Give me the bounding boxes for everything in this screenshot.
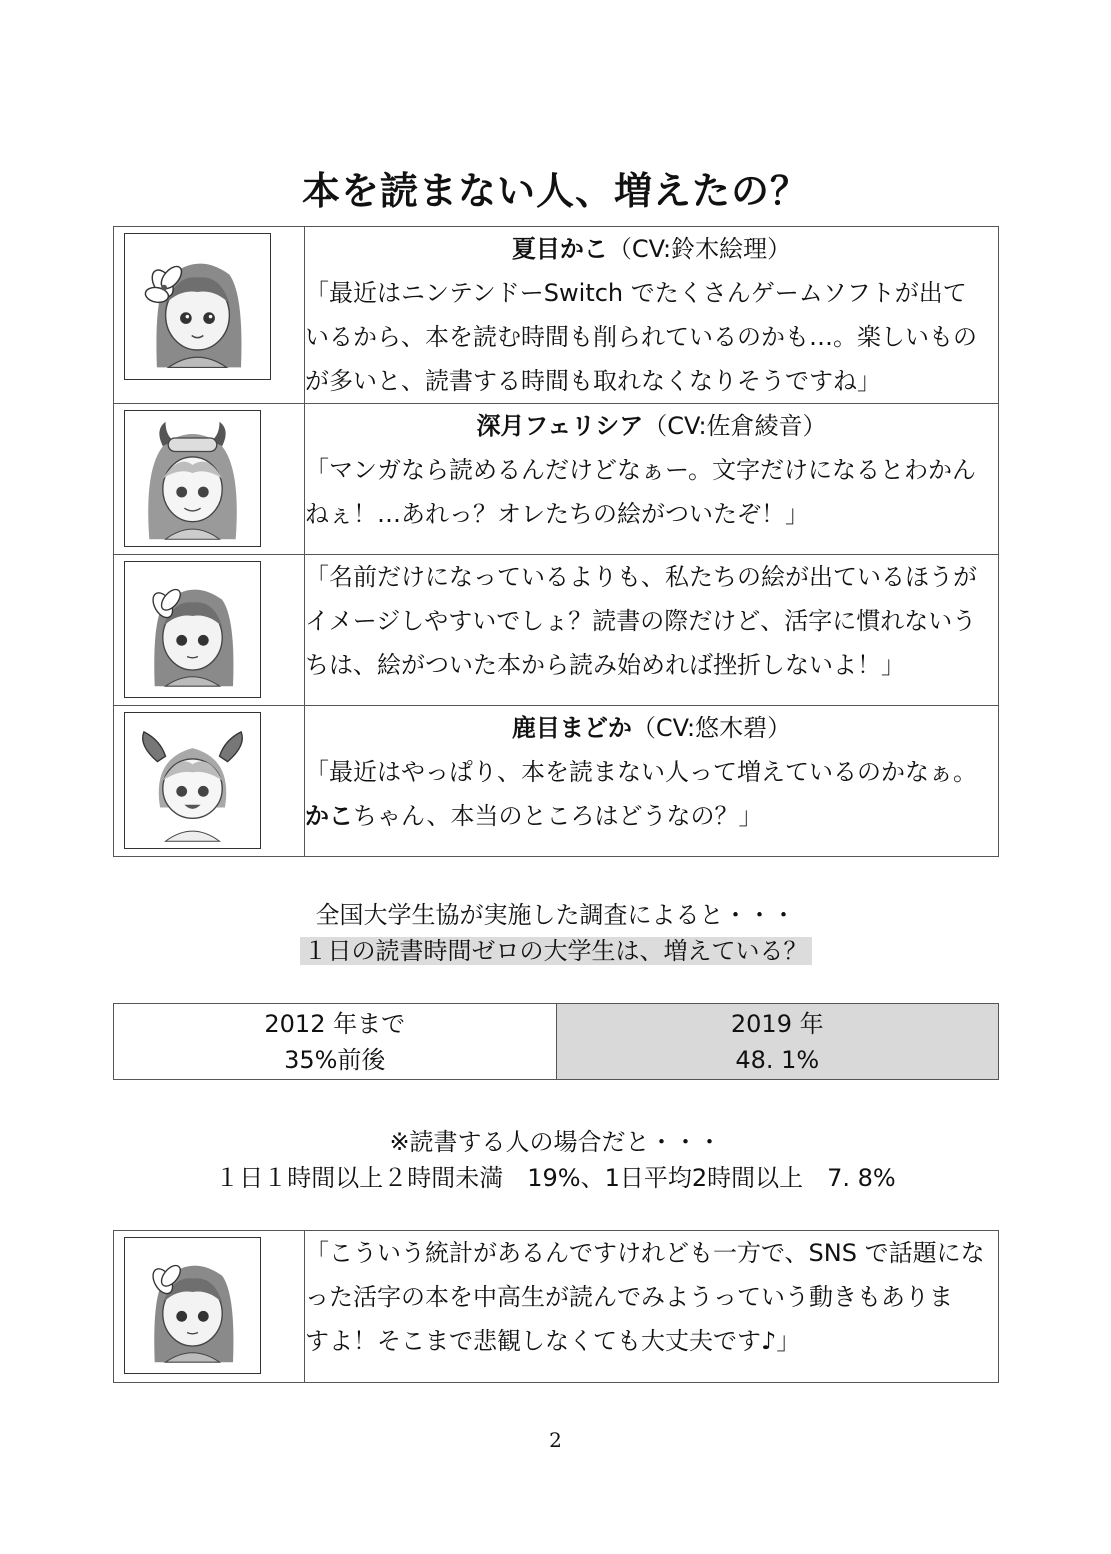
speaker-line <box>305 706 998 750</box>
speech-line: いるから、本を読む時間も削られているのかも…。楽しいもの <box>305 323 977 351</box>
note-line-2: １日１時間以上２時間未満 19%、1日平均2時間以上 7. 8% <box>215 1164 896 1192</box>
stats-value: 48. 1% <box>735 1045 820 1074</box>
portrait-cell <box>114 555 305 706</box>
stats-period: 2012 年まで <box>264 1009 406 1038</box>
speech-line: すよ！そこまで悲観しなくても大丈夫です♪」 <box>305 1327 801 1355</box>
speech-line: ちは、絵がついた本から読み始めれば挫折しないよ！」 <box>305 651 905 679</box>
speech-cell <box>305 227 999 404</box>
kako-portrait-icon <box>124 1237 261 1374</box>
speaker-name: 夏目かこ <box>511 235 608 263</box>
survey-question-wrap <box>0 931 1111 966</box>
speaker-line <box>305 227 998 271</box>
dialog-table-1 <box>113 226 999 857</box>
speaker-cv: （CV:佐倉綾音） <box>643 412 827 440</box>
speech-line: 「最近はニンテンドーSwitch でたくさんゲームソフトが出て <box>305 279 967 307</box>
madoka-portrait-icon <box>124 712 261 849</box>
note-line-1: ※読書する人の場合だと・・・ <box>389 1128 722 1156</box>
portrait-cell <box>114 1231 305 1383</box>
speech-line: が多いと、読書する時間も取れなくなりそうですね」 <box>305 367 881 395</box>
speech-line: った活字の本を中高生が読んでみようっていう動きもありま <box>305 1283 953 1311</box>
dialog-row <box>114 706 999 857</box>
dialog-row <box>114 404 999 555</box>
speech-text: ちゃん、本当のところはどうなの？」 <box>353 802 763 830</box>
dialog-table-2 <box>113 1230 999 1383</box>
speech-line <box>305 794 998 838</box>
speaker-line <box>305 404 998 448</box>
stats-value: 35%前後 <box>284 1045 386 1074</box>
speech-cell <box>305 404 999 555</box>
stats-cell-2012 <box>114 1004 557 1080</box>
speech-line: 「最近はやっぱり、本を読まない人って増えているのかなぁ。 <box>305 758 977 786</box>
page-number: 2 <box>549 1428 562 1452</box>
speech-line: 「マンガなら読めるんだけどなぁー。文字だけになるとわかん <box>305 456 977 484</box>
speaker-cv: （CV:鈴木絵理） <box>607 235 792 263</box>
survey-question: １日の読書時間ゼロの大学生は、増えている？ <box>300 937 812 965</box>
kako-portrait-icon <box>124 561 261 698</box>
portrait-cell <box>114 227 305 404</box>
dialog-row <box>114 1231 999 1383</box>
page-title: 本を読まない人、増えたの？ <box>301 169 809 213</box>
speech-line: 「名前だけになっているよりも、私たちの絵が出ているほうが <box>305 563 977 591</box>
kako-portrait-icon <box>124 233 271 380</box>
speaker-name: 深月フェリシア <box>476 412 644 440</box>
dialog-row <box>114 227 999 404</box>
speech-line: イメージしやすいでしょ？読書の際だけど、活字に慣れないう <box>305 607 977 635</box>
stats-row <box>114 1004 999 1080</box>
portrait-cell <box>114 706 305 857</box>
speaker-name: 鹿目まどか <box>511 714 632 742</box>
survey-intro: 全国大学生協が実施した調査によると・・・ <box>315 901 796 929</box>
speech-cell <box>305 706 999 857</box>
speech-cell <box>305 555 999 706</box>
stats-period: 2019 年 <box>730 1009 824 1038</box>
dialog-row <box>114 555 999 706</box>
speaker-cv: （CV:悠木碧） <box>631 714 792 742</box>
portrait-cell <box>114 404 305 555</box>
speech-cell <box>305 1231 999 1383</box>
stats-cell-2019 <box>556 1004 999 1080</box>
felicia-portrait-icon <box>124 410 261 547</box>
stats-table <box>113 1003 999 1080</box>
speech-line: 「こういう統計があるんですけれども一方で、SNS で話題にな <box>305 1239 985 1267</box>
inline-speaker-name: かこ <box>305 802 353 830</box>
speech-line: ねぇ！…あれっ？オレたちの絵がついたぞ！」 <box>305 500 809 528</box>
